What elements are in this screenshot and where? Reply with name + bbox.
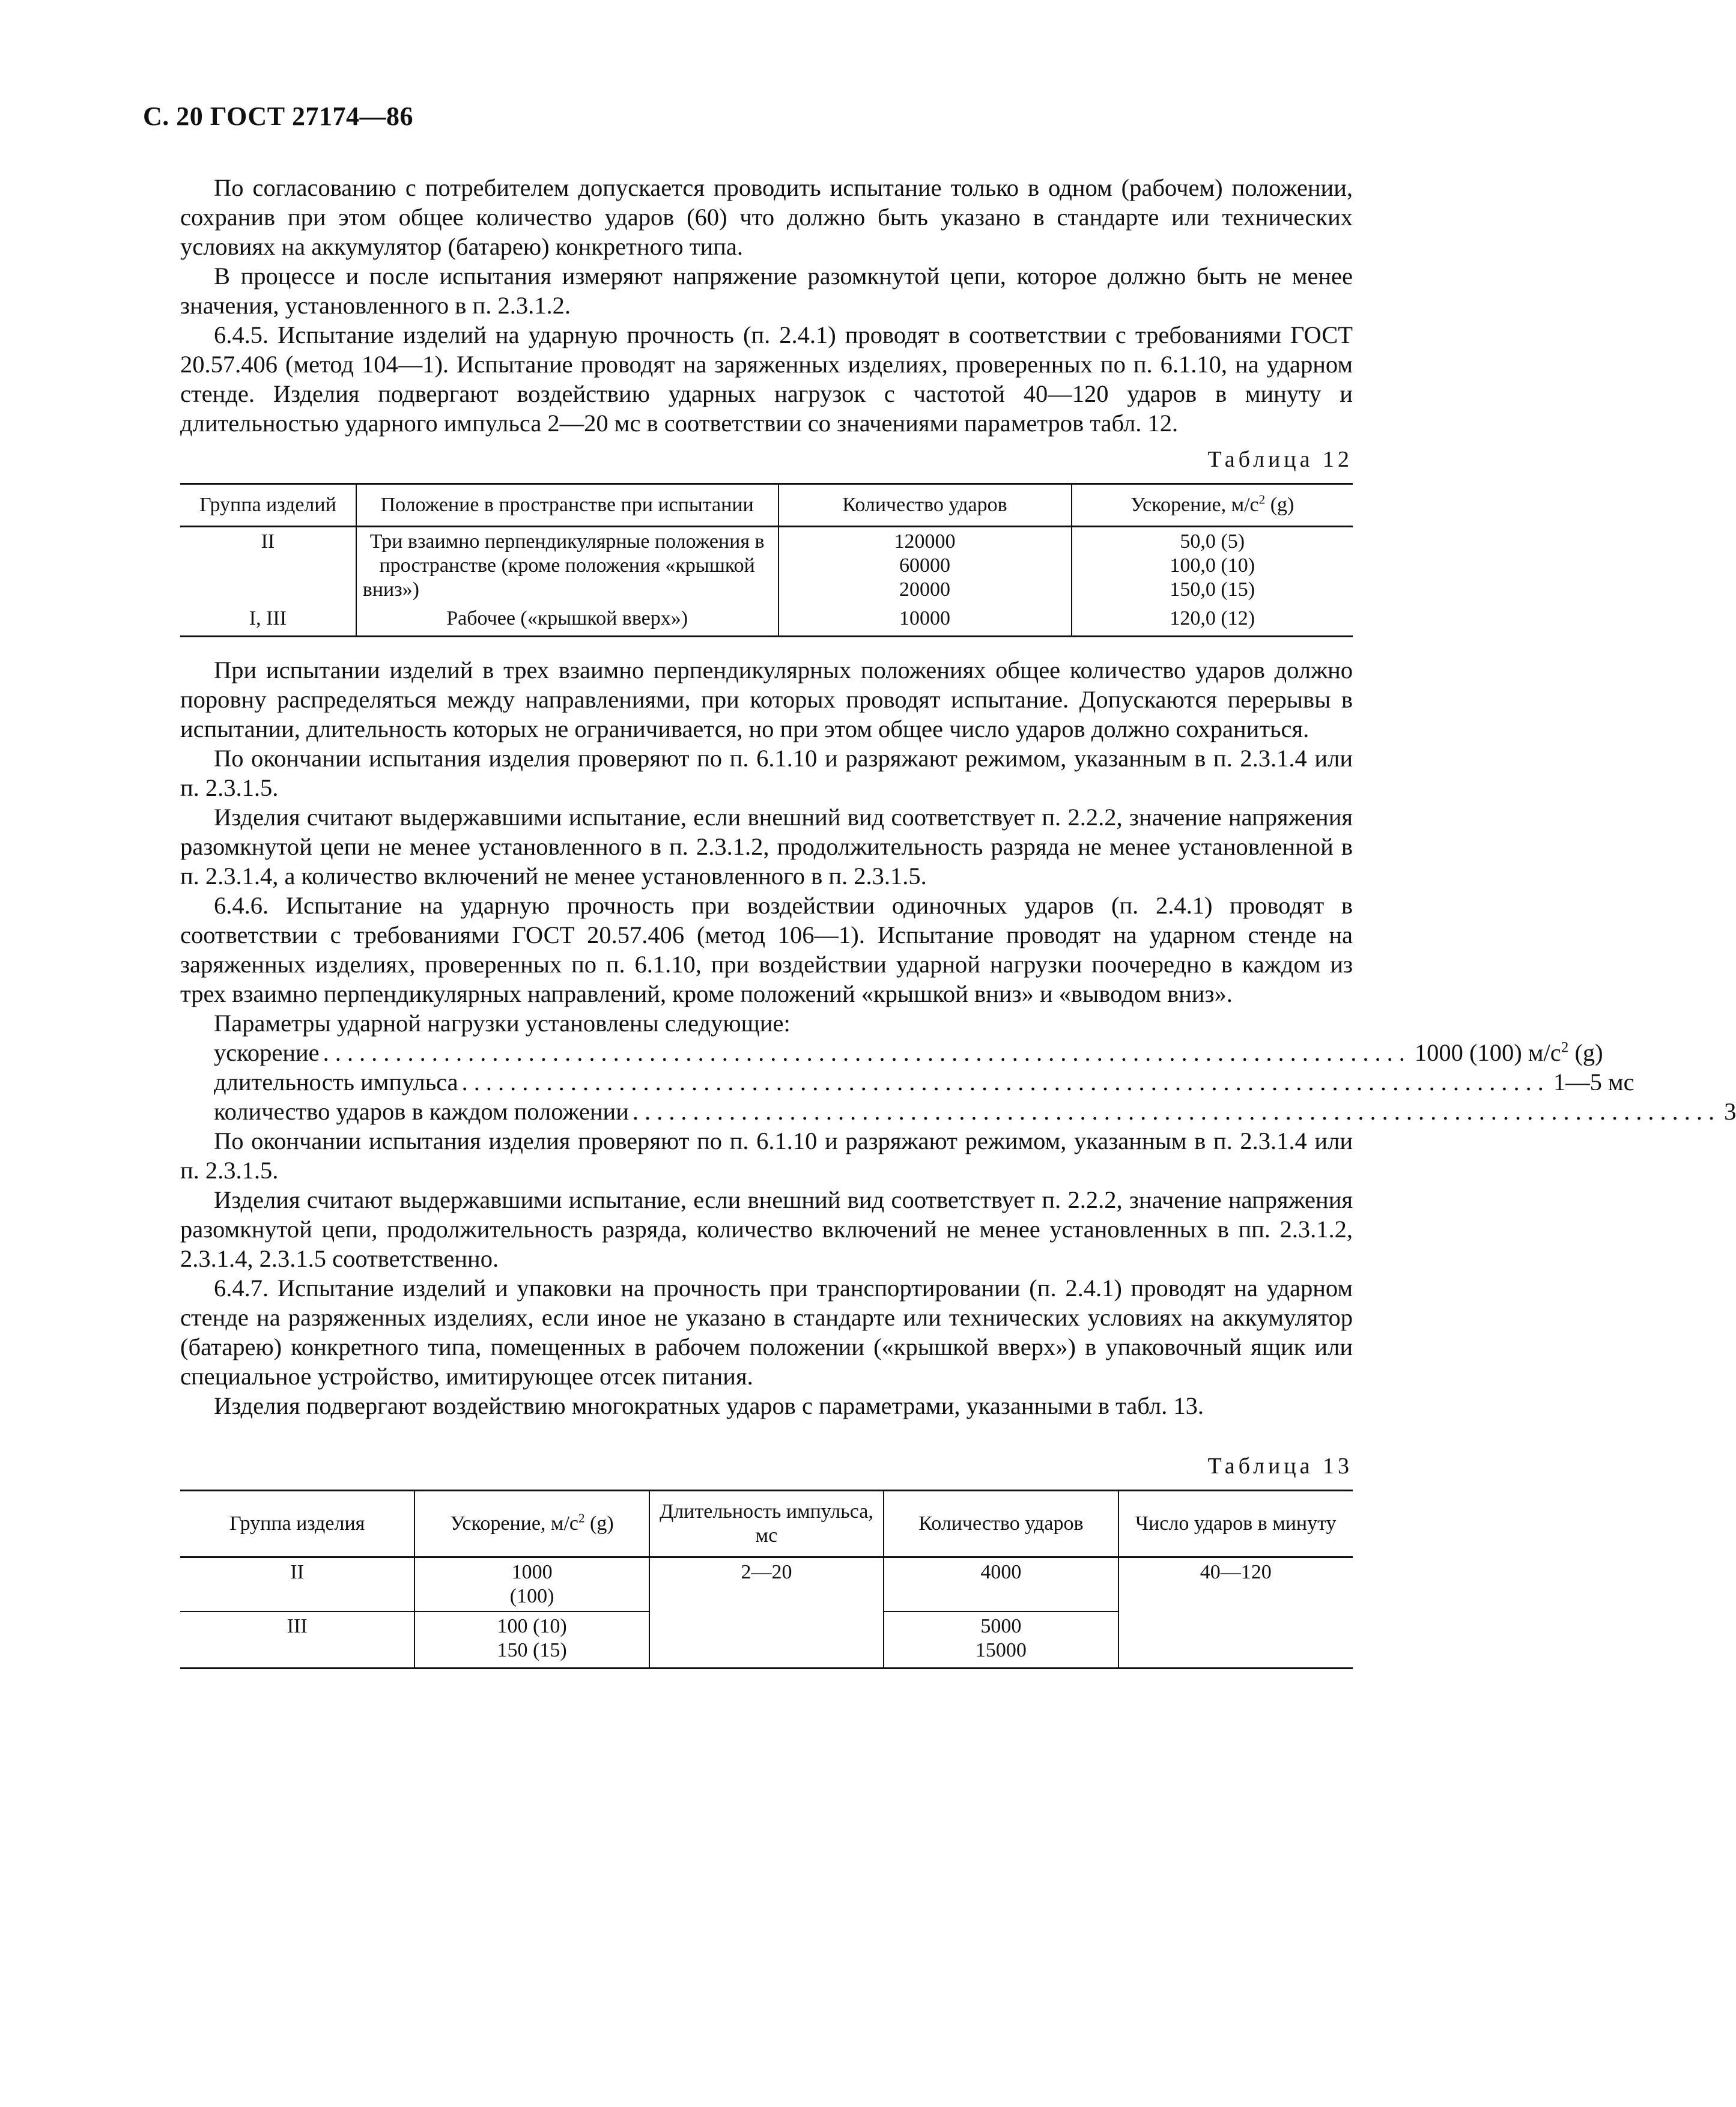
cell-group: I, III	[180, 604, 356, 637]
acceleration-value: 100 (10)	[497, 1615, 567, 1637]
value-text: (g)	[1568, 1039, 1603, 1066]
header-superscript: 2	[1258, 492, 1266, 507]
count-value: 5000	[980, 1615, 1022, 1637]
cell-group: III	[180, 1611, 414, 1669]
paragraph: По согласованию с потребителем допускается проводить испытание только в одном (рабочем) положении, сохранив при этом общее количество ударов (60) что должно быть указано в стандарте или технических условиях на аккумулятор (батарею) конкретного типа.	[180, 174, 1353, 260]
acceleration-value: 120,0 (12)	[1170, 607, 1255, 629]
header-text: (g)	[1265, 494, 1294, 516]
cell-group: II	[261, 530, 275, 553]
acceleration-value: 100,0 (10)	[1170, 554, 1255, 577]
count-value: 4000	[980, 1561, 1022, 1583]
dot-leader: ..........................................................................................	[461, 1069, 1550, 1096]
parameter-row	[214, 1038, 1603, 1067]
page-content	[180, 173, 1736, 1669]
count-value: 15000	[975, 1639, 1027, 1661]
count-value: 20000	[899, 578, 951, 601]
table-row	[180, 604, 1353, 637]
paragraph: Параметры ударной нагрузки установлены следующие:	[214, 1010, 791, 1037]
value-superscript: 2	[1561, 1039, 1569, 1056]
cell-accelerations	[414, 1611, 649, 1669]
value-text: 1000 (100) м/с	[1414, 1039, 1561, 1066]
column-header-per-minute: Число ударов в минуту	[1118, 1491, 1353, 1557]
cell-counts	[778, 527, 1072, 605]
table-header-row	[180, 1491, 1353, 1557]
column-header-acceleration	[1072, 484, 1353, 527]
cell-group: II	[180, 1557, 414, 1612]
parameter-label: ускорение	[214, 1039, 320, 1066]
acceleration-value: 1000	[511, 1561, 553, 1583]
parameter-row: количество ударов в каждом положении .......................................................................................... 3	[214, 1098, 1736, 1125]
paragraph: 6.4.7. Испытание изделий и упаковки на прочность при транспортировании (п. 2.4.1) проводят на ударном стенде на разряженных изделиях, если иное не указано в стандарте или технических условиях на аккумулятор (батарею) конкретного типа, помещенных в рабочем положении («крышкой вверх») в упаковочный ящик или специальное устройство, имитирующее отсек питания.	[180, 1275, 1353, 1390]
paragraph: Изделия считают выдержавшими испытание, если внешний вид соответствует п. 2.2.2, значение напряжения разомкнутой цепи не менее установленного в п. 2.3.1.2, продолжительность разряда не менее установленной в п. 2.3.1.4, а количество включений не менее установленного в п. 2.3.1.5.	[180, 804, 1353, 890]
header-text: (g)	[584, 1512, 614, 1535]
column-header-group: Группа изделий	[180, 484, 356, 527]
paragraph: 6.4.6. Испытание на ударную прочность при воздействии одиночных ударов (п. 2.4.1) проводят в соответствии с требованиями ГОСТ 20.57.406 (метод 106—1). Испытание проводят на ударном стенде на заряженных изделиях, проверенных по п. 6.1.10, при воздействии ударной нагрузки поочередно в каждом из трех взаимно перпендикулярных направлений, кроме положений «крышкой вниз» и «выводом вниз».	[180, 892, 1353, 1007]
cell-duration: 2—20	[649, 1557, 884, 1669]
count-value: 60000	[899, 554, 951, 577]
column-header-count: Количество ударов	[884, 1491, 1118, 1557]
cell-counts	[884, 1611, 1118, 1669]
cell-position: Три взаимно перпендикулярные положения в пространстве (кроме положения «крышкой вниз»)	[356, 527, 778, 605]
paragraph: По окончании испытания изделия проверяют по п. 6.1.10 и разряжают режимом, указанным в п. 2.3.1.4 или п. 2.3.1.5.	[180, 1127, 1353, 1184]
paragraph: Изделия считают выдержавшими испытание, если внешний вид соответствует п. 2.2.2, значение напряжения разомкнутой цепи, продолжительность разряда, количество включений не менее установленных в пп. 2.3.1.2, 2.3.1.4, 2.3.1.5 соответственно.	[180, 1186, 1353, 1272]
paragraph: 6.4.5. Испытание изделий на ударную прочность (п. 2.4.1) проводят в соответствии с требованиями ГОСТ 20.57.406 (метод 104—1). Испытание проводят на заряженных изделиях, проверенных по п. 6.1.10, на ударном стенде. Изделия подвергают воздействию ударных нагрузок с частотой 40—120 ударов в минуту и длительностью ударного импульса 2—20 мс в соответствии со значениями параметров табл. 12.	[180, 321, 1353, 437]
column-header-position: Положение в пространстве при испытании	[356, 484, 778, 527]
acceleration-value: 150 (15)	[497, 1639, 567, 1661]
table-12-caption: Таблица 12	[1207, 447, 1353, 472]
paragraph: По окончании испытания изделия проверяют по п. 6.1.10 и разряжают режимом, указанным в п. 2.3.1.4 или п. 2.3.1.5.	[180, 745, 1353, 801]
count-value: 120000	[894, 530, 956, 553]
spacer	[180, 1420, 1353, 1445]
table-row	[180, 1557, 1353, 1612]
cell-counts	[778, 604, 1072, 637]
paragraph: В процессе и после испытания измеряют напряжение разомкнутой цепи, которое должно быть не менее значения, установленного в п. 2.3.1.2.	[180, 262, 1353, 319]
parameter-label: количество ударов в каждом положении	[214, 1098, 629, 1125]
paragraph: При испытании изделий в трех взаимно перпендикулярных положениях общее количество ударов должно поровну распределяться между направлениями, при которых проводят испытание. Допускаются перерывы в испытании, длительность которых не ограничивается, но при этом общее число ударов должно сохраниться.	[180, 656, 1353, 742]
column-header-group: Группа изделия	[180, 1491, 414, 1557]
page-header: С. 20 ГОСТ 27174—86	[143, 102, 414, 131]
table-header-row	[180, 484, 1353, 527]
acceleration-value: 150,0 (15)	[1170, 578, 1255, 601]
cell-per-minute: 40—120	[1118, 1557, 1353, 1669]
shock-parameters-list	[214, 1038, 1736, 1126]
cell-accelerations	[1072, 604, 1353, 637]
header-superscript: 2	[578, 1511, 585, 1526]
acceleration-value: (100)	[509, 1585, 554, 1607]
count-value: 10000	[899, 607, 951, 629]
table-12	[180, 483, 1353, 637]
header-text: Ускорение, м/с	[450, 1512, 578, 1535]
header-text: Ускорение, м/с	[1131, 494, 1259, 516]
cell-position: Рабочее («крышкой вверх»)	[356, 604, 778, 637]
column-header-acceleration	[414, 1491, 649, 1557]
paragraph: Изделия подвергают воздействию многократных ударов с параметрами, указанными в табл. 13.	[214, 1392, 1204, 1419]
parameter-row: длительность импульса .......................................................................................... 1—5 мс	[214, 1069, 1634, 1096]
acceleration-value: 50,0 (5)	[1180, 530, 1245, 553]
cell-counts	[884, 1557, 1118, 1612]
table-13	[180, 1490, 1353, 1669]
table-row	[180, 527, 1353, 605]
column-header-count: Количество ударов	[778, 484, 1072, 527]
parameter-label: длительность импульса	[214, 1069, 458, 1096]
dot-leader: ..........................................................................................	[323, 1039, 1411, 1066]
column-header-duration: Длительность импульса, мс	[649, 1491, 884, 1557]
dot-leader: ..........................................................................................	[632, 1098, 1721, 1125]
cell-accelerations	[1072, 527, 1353, 605]
table-13-caption: Таблица 13	[1207, 1454, 1353, 1479]
cell-accelerations	[414, 1557, 649, 1612]
